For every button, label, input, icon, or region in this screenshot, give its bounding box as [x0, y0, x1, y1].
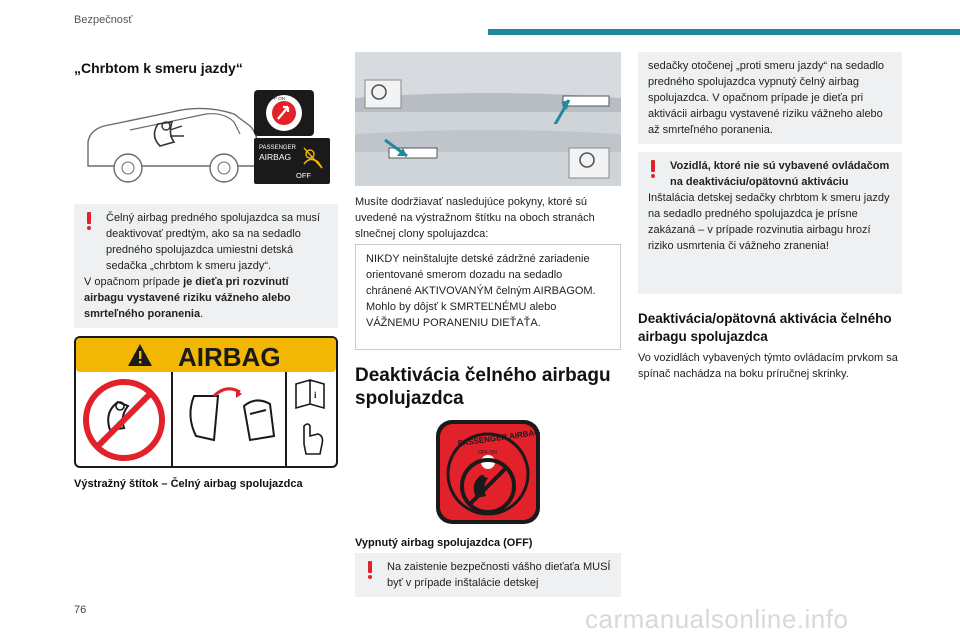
- watermark: carmanualsonline.info: [585, 604, 849, 634]
- heading-rear-facing: „Chrbtom k smeru jazdy“: [74, 60, 243, 76]
- warning-text: Čelný airbag predného spolujazdca sa musí deaktivovať predtým, ako sa na sedadlo predného spolujazdca umiestni detská sedačka „chrbtom k smeru jazdy“.: [106, 212, 321, 272]
- warning-text-prefix: V opačnom prípade: [84, 276, 184, 288]
- airbag-label-title: AIRBAG: [178, 342, 281, 372]
- warning-text: Inštalácia detskej sedačky chrbtom k smeru jazdy na sedadlo predného spolujazdca je prísne zakázaná – v prípade rozvinutia airbagu hrozí riziko usmrtenia či vážneho zranenia!: [648, 192, 890, 252]
- heading-reactivation: Deaktivácia/opätovná aktivácia čelného airbagu spolujazdca: [638, 311, 892, 344]
- warning-exclamation-icon: [367, 561, 373, 579]
- badge-ring-text: PASSENGER AIRBAG: [457, 427, 541, 449]
- warning-box-continued: [638, 52, 902, 144]
- warning-text-suffix: .: [200, 308, 204, 320]
- svg-text:i: i: [314, 390, 317, 400]
- warning-title: Vozidlá, ktoré nie sú vybavené ovládačom na deaktiváciu/opätovnú aktiváciu: [670, 160, 890, 188]
- rear-facing-seat-car-illustration: [74, 86, 338, 190]
- off-label: OFF: [296, 171, 311, 180]
- warning-continued-text: sedačky otočenej „proti smeru jazdy“ na sedadlo predného spolujazdca vypnutý čelný airbag spolujazdca. V opačnom prípade je dieťa pri aktivácii airbagu vystavené riziku vážneho alebo až smrteľného poranenia.: [648, 60, 885, 136]
- warning-box-child-safety: [355, 553, 621, 597]
- warning-exclamation-icon: [650, 160, 656, 178]
- warning-box-no-switch: [638, 152, 902, 294]
- instructions-paragraph: Musíte dodržiavať nasledujúce pokyny, ktoré sú uvedené na výstražnom štítku na oboch stranách slnečnej clony spolujazdca:: [355, 196, 595, 240]
- sun-visor-warning-text-box: NIKDY neinštalujte detské zádržné zariadenie orientované smerom dozadu na sedadlo chránené AKTIVOVANÝM čelným AIRBAGOM. Mohlo by dôjsť k SMRTEĽNÉMU alebo VÁŽNEMU PORANENIU DIEŤAŤA.: [355, 244, 621, 350]
- airbag-label: AIRBAG: [259, 152, 292, 162]
- passenger-label: PASSENGER: [259, 145, 296, 151]
- warning-text: Na zaistenie bezpečnosti vášho dieťaťa MUSÍ byť v prípade inštalácie detskej: [387, 561, 611, 589]
- heading-deactivation: Deaktivácia čelného airbagu spolujazdca: [355, 365, 611, 409]
- warning-exclamation-icon: [86, 212, 92, 230]
- airbag-warning-label-illustration: [74, 336, 338, 468]
- sun-visor-label-illustration: [355, 52, 621, 186]
- passenger-airbag-off-badge: [434, 418, 542, 526]
- warning-box-deactivate: [74, 204, 338, 328]
- caption-airbag-off: Vypnutý airbag spolujazdca (OFF): [355, 537, 533, 549]
- switch-location-paragraph: Vo vozidlách vybavených týmto ovládacím prvkom sa spínač nachádza na boku príručnej skrinky.: [638, 352, 898, 380]
- badge-off-on-text: OFF ON: [268, 96, 285, 101]
- caption-warning-label: Výstražný štítok – Čelný airbag spolujazdca: [74, 478, 303, 490]
- section-title: Bezpečnosť: [74, 14, 133, 26]
- badge-off-on: OFF ON: [478, 450, 497, 456]
- warning-text-bold: je dieťa pri rozvinutí airbagu vystavené riziku vážneho alebo smrteľného poranenia: [84, 276, 291, 320]
- header-accent-bar: [488, 29, 960, 35]
- page-number: 76: [74, 604, 87, 616]
